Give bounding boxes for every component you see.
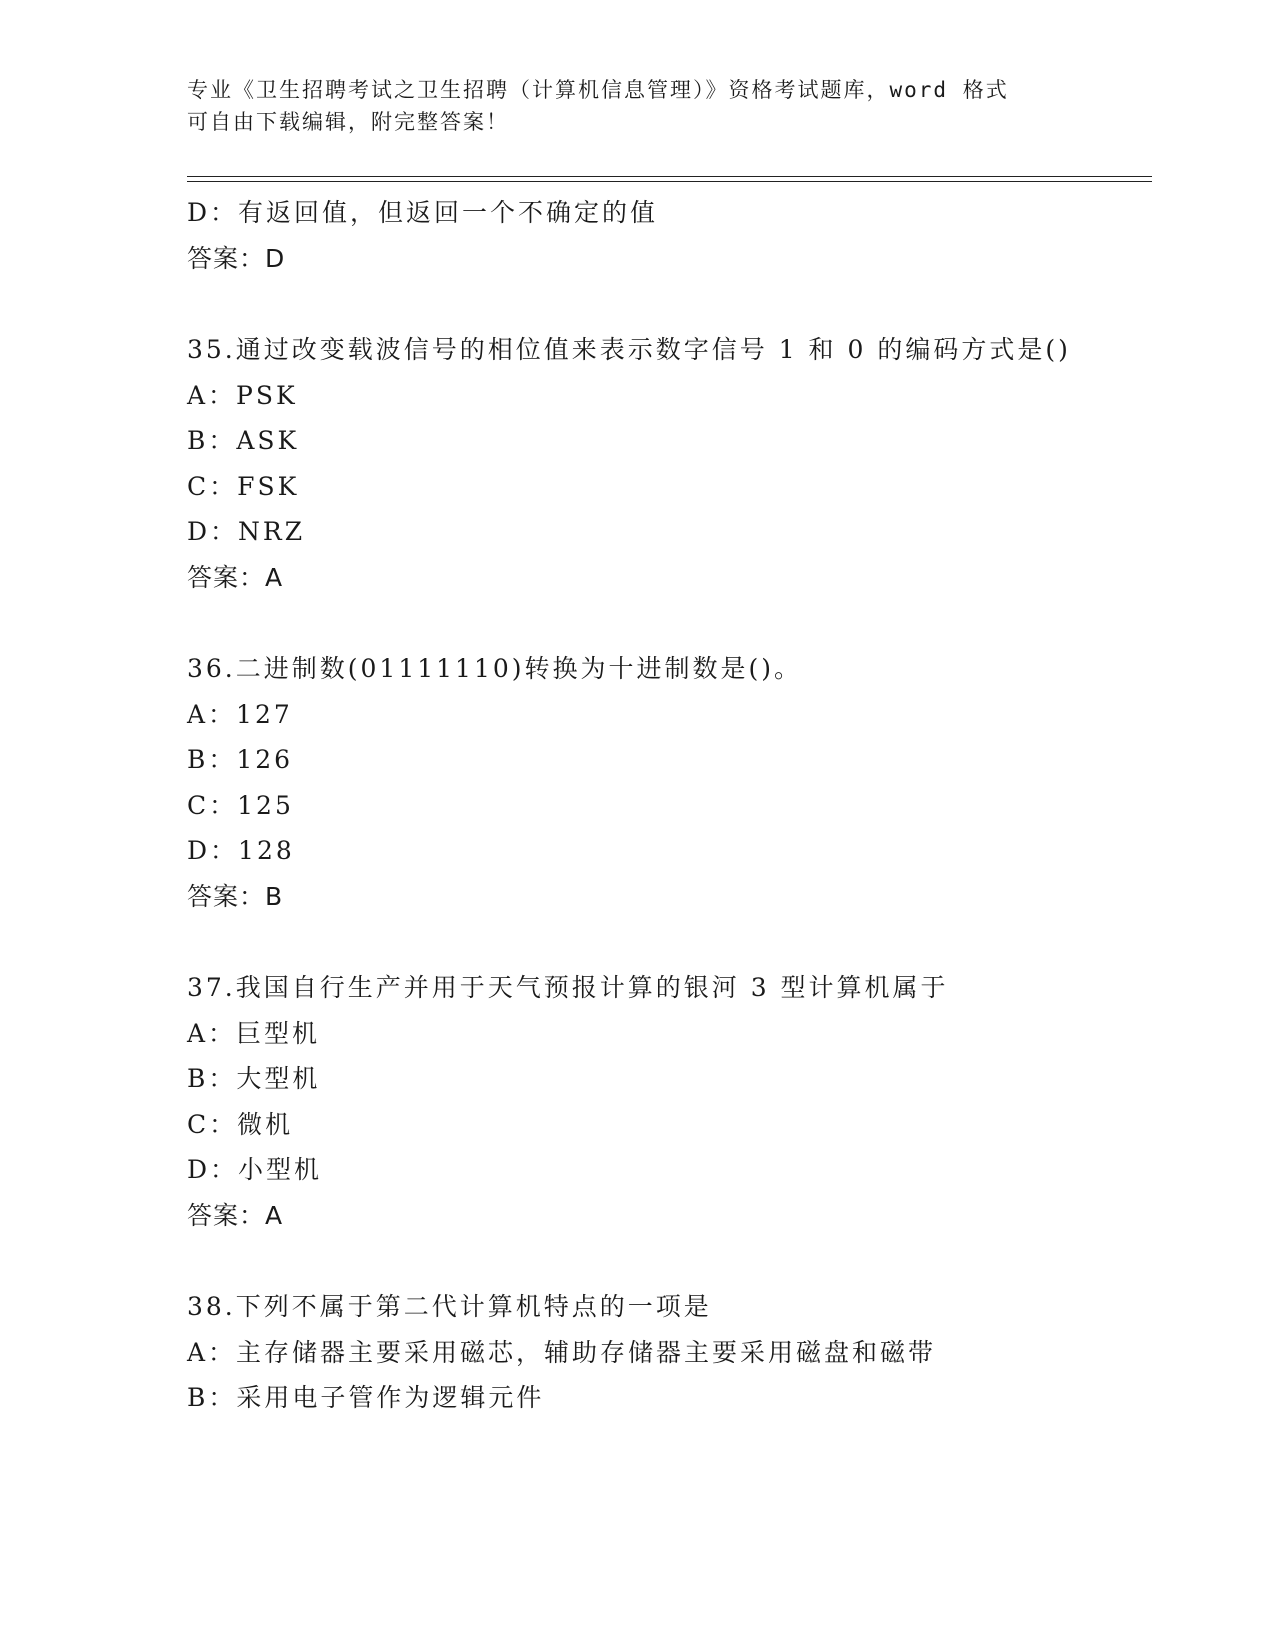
answer-line: 答案：D — [187, 243, 286, 273]
option-a: A：PSK — [187, 380, 298, 410]
document-header — [187, 74, 1087, 138]
option-b: B：大型机 — [187, 1064, 321, 1093]
option-d: D：有返回值，但返回一个不确定的值 — [187, 198, 659, 227]
question-37 — [187, 965, 1147, 1238]
question-stem: 35.通过改变载波信号的相位值来表示数字信号 1 和 0 的编码方式是() — [187, 335, 1071, 364]
answer-line: 答案：B — [187, 881, 284, 911]
option-a: A：主存储器主要采用磁芯，辅助存储器主要采用磁盘和磁带 — [187, 1337, 937, 1367]
option-d: D：NRZ — [187, 517, 306, 546]
question-list — [187, 190, 1147, 1421]
question-35 — [187, 327, 1147, 600]
option-b: B：采用电子管作为逻辑元件 — [187, 1383, 545, 1412]
option-c: C：FSK — [187, 471, 300, 501]
question-stem: 36.二进制数(01111110)转换为十进制数是()。 — [187, 654, 803, 683]
option-a: A：127 — [187, 699, 293, 729]
option-d: D：小型机 — [187, 1155, 323, 1184]
question-34-tail — [187, 190, 1147, 281]
option-b: B：ASK — [187, 426, 300, 455]
option-d: D：128 — [187, 836, 295, 865]
header-divider-top — [187, 176, 1152, 177]
answer-line: 答案：A — [187, 1200, 284, 1230]
question-stem: 38.下列不属于第二代计算机特点的一项是 — [187, 1292, 712, 1321]
option-b: B：126 — [187, 745, 294, 774]
header-divider-bottom — [187, 181, 1152, 182]
option-c: C：微机 — [187, 1109, 294, 1139]
question-stem: 37.我国自行生产并用于天气预报计算的银河 3 型计算机属于 — [187, 973, 949, 1002]
option-c: C：125 — [187, 790, 294, 820]
answer-line: 答案：A — [187, 562, 284, 592]
header-line-2: 可自由下载编辑，附完整答案！ — [187, 110, 509, 134]
question-36 — [187, 646, 1147, 919]
question-38 — [187, 1284, 1147, 1421]
header-line-1: 专业《卫生招聘考试之卫生招聘（计算机信息管理）》资格考试题库，word 格式 — [187, 78, 1009, 102]
option-a: A：巨型机 — [187, 1018, 321, 1048]
